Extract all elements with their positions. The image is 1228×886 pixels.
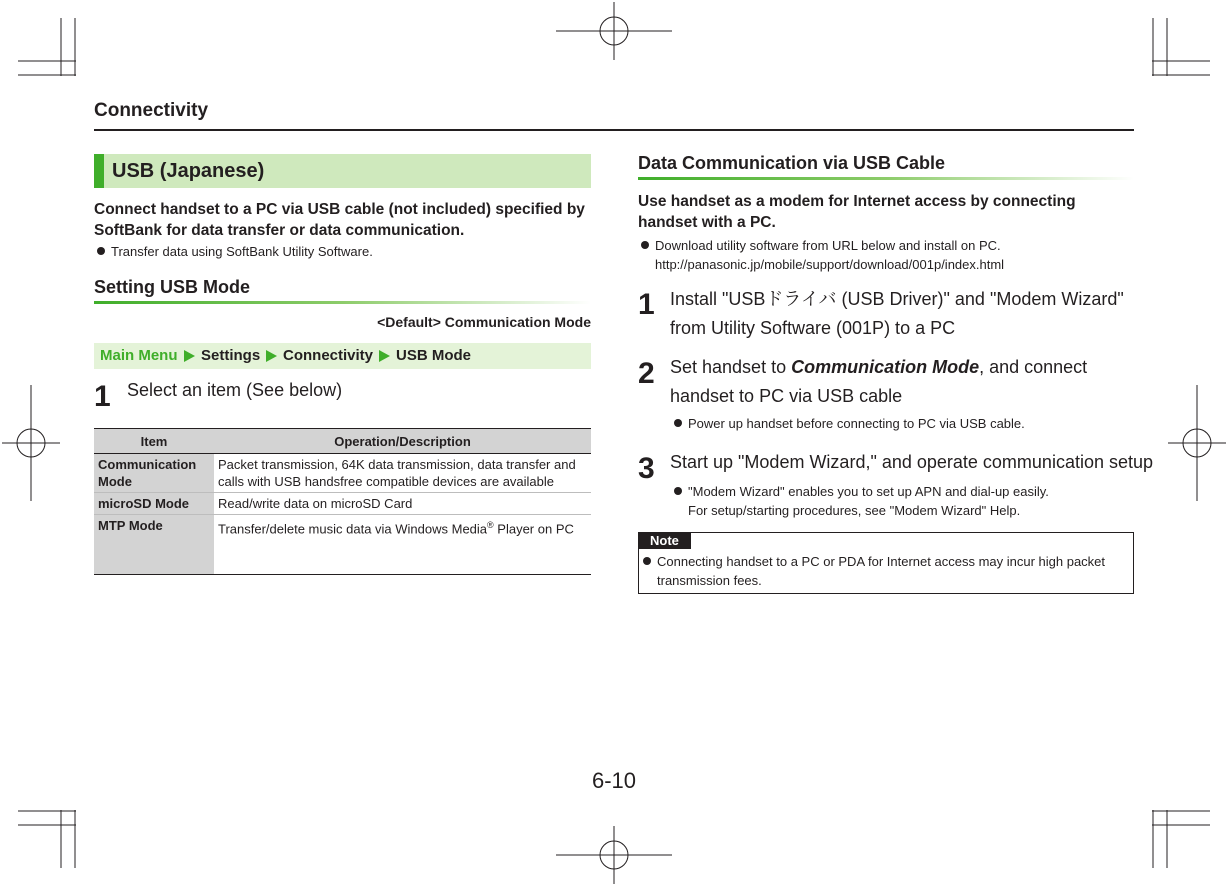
step-number: 1 (94, 380, 111, 413)
page-header-title: Connectivity (94, 100, 209, 121)
step-text-line: from Utility Software (001P) to a PC (670, 318, 956, 338)
note-box (638, 532, 1134, 594)
step-text-line: Set handset to (670, 357, 792, 377)
step-text-line: , and connect (979, 357, 1088, 377)
power-up-bullet (674, 414, 1025, 433)
bullet-dot-icon (643, 557, 651, 565)
item-line: Communication (98, 457, 197, 472)
note-text: Connecting handset to a PC or PDA for Internet access may incur high packet (657, 554, 1106, 569)
usb-intro (94, 199, 591, 241)
table-cell-item (94, 454, 214, 493)
section-title: USB (Japanese) (112, 160, 265, 182)
desc-text: Transfer/delete music data via Windows Media (218, 521, 488, 537)
step-number: 2 (638, 357, 655, 390)
usb-intro-line1: Connect handset to a PC via USB cable (not included) specified by (94, 201, 585, 218)
arrow-right-icon (379, 350, 390, 362)
data-comm-intro-line2: handset with a PC. (638, 214, 776, 231)
menu-path-connectivity: Connectivity (283, 347, 374, 364)
table-cell-item: MTP Mode (94, 515, 214, 575)
usb-bullet-text: Transfer data using SoftBank Utility Software. (111, 244, 373, 259)
note-text: transmission fees. (657, 573, 762, 588)
step-text: Start up "Modem Wizard," and operate communication setup (670, 452, 1154, 472)
bullet-dot-icon (674, 487, 682, 495)
modem-wizard-bullet-text: "Modem Wizard" enables you to set up APN and dial-up easily. (688, 484, 1049, 499)
header-divider (94, 129, 1134, 131)
mode-emphasis: Communication Mode (791, 357, 980, 377)
default-mode-note: <Default> Communication Mode (377, 314, 591, 330)
table-row (94, 515, 591, 575)
table-row (94, 493, 591, 515)
table-cell-item: microSD Mode (94, 493, 214, 515)
data-communication-heading: Data Communication via USB Cable (638, 153, 946, 173)
data-comm-intro (638, 191, 1134, 233)
step-text: Select an item (See below) (127, 380, 343, 400)
usb-intro-line2: SoftBank for data transfer or data communication. (94, 222, 465, 239)
table-cell-description (214, 515, 591, 575)
note-bullet (643, 552, 1105, 590)
bullet-dot-icon (641, 241, 649, 249)
arrow-right-icon (266, 350, 277, 362)
bullet-dot-icon (674, 419, 682, 427)
heading-underline (638, 177, 1134, 180)
item-line: Mode (98, 474, 132, 489)
page-number: 6-10 (591, 768, 637, 793)
usb-mode-table (94, 428, 591, 575)
data-comm-intro-line1: Use handset as a modem for Internet access by connecting (638, 193, 1076, 210)
table-header-item: Item (94, 429, 214, 454)
step-text (670, 353, 1087, 411)
table-cell-description (214, 454, 591, 493)
arrow-right-icon (184, 350, 195, 362)
menu-path-usb-mode: USB Mode (396, 347, 471, 364)
note-label: Note (638, 532, 691, 549)
step-text-line: handset to PC via USB cable (670, 386, 903, 406)
setting-usb-mode-heading: Setting USB Mode (94, 277, 250, 297)
menu-path-main-menu: Main Menu (100, 347, 178, 364)
step-number: 1 (638, 288, 655, 321)
table-row (94, 454, 591, 493)
desc-line: Packet transmission, 64K data transmission, data transfer and (218, 457, 576, 472)
desc-text: Player on PC (493, 521, 574, 537)
modem-wizard-bullet-text: For setup/starting procedures, see "Modem Wizard" Help. (688, 503, 1021, 518)
download-bullet-text: Download utility software from URL below and install on PC. (655, 238, 1001, 253)
desc-line: calls with USB handsfree compatible devices are available (218, 474, 555, 489)
menu-path (94, 343, 591, 369)
usb-bullet (97, 242, 373, 261)
table-header-description: Operation/Description (214, 429, 591, 454)
section-banner (94, 154, 591, 188)
download-bullet (641, 236, 1004, 274)
bullet-dot-icon (97, 247, 105, 255)
heading-underline (94, 301, 591, 304)
menu-path-settings: Settings (201, 347, 261, 364)
modem-wizard-bullet (674, 482, 1049, 520)
step-number: 3 (638, 452, 655, 485)
table-header-row (94, 429, 591, 454)
download-url: http://panasonic.jp/mobile/support/download/001p/index.html (655, 257, 1005, 272)
power-up-bullet-text: Power up handset before connecting to PC via USB cable. (688, 416, 1025, 431)
step-text (670, 285, 1124, 343)
registered-mark: ® (487, 520, 494, 530)
step-text-line: Install "USBドライバ (USB Driver)" and "Modem Wizard" (670, 289, 1124, 309)
table-cell-description: Read/write data on microSD Card (214, 493, 591, 515)
banner-accent-bar (94, 154, 104, 188)
